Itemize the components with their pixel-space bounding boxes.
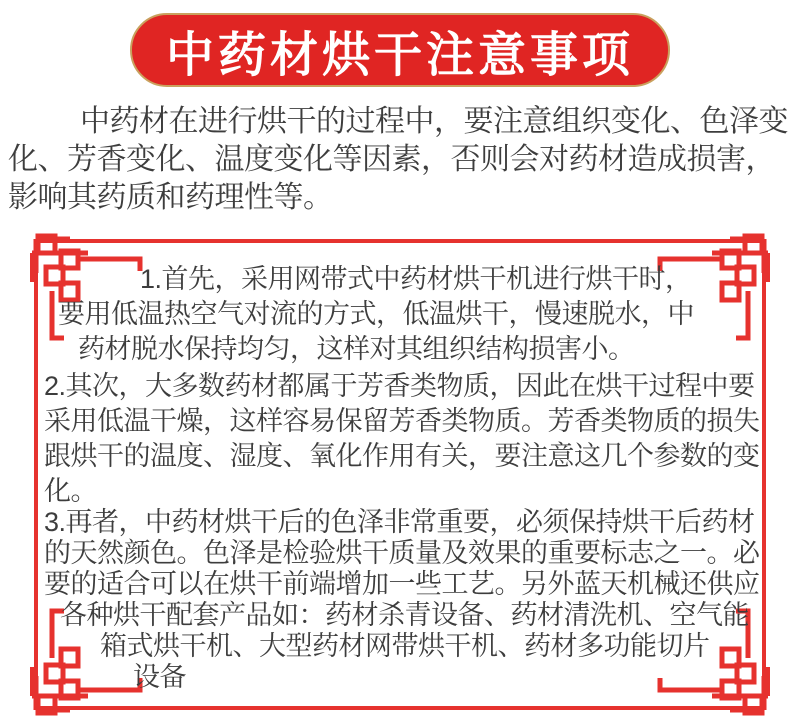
point-3-line: 要的适合可以在烘干前端增加一些工艺。另外蓝天机械还供应 xyxy=(44,569,760,599)
point-3-paragraph xyxy=(40,507,764,693)
point-3-line: 的天然颜色。色泽是检验烘干质量及效果的重要标志之一。必 xyxy=(44,538,760,568)
point-1-line: 药材脱水保持均匀，这样对其组织结构损害小。 xyxy=(78,334,635,364)
point-2-line: 化。 xyxy=(44,476,97,506)
point-3-line: 设备 xyxy=(133,662,186,692)
intro-line: 化、芳香变化、温度变化等因素，否则会对药材造成损害， xyxy=(8,143,775,176)
point-3-line: 3.再者，中药材烘干后的色泽非常重要，必须保持烘干后药材 xyxy=(44,507,755,537)
point-2-line: 采用低温干燥，这样容易保留芳香类物质。芳香类物质的损失 xyxy=(44,406,760,436)
point-1-paragraph xyxy=(40,262,764,367)
intro-line: 影响其药质和药理性等。 xyxy=(8,181,333,214)
intro-line: 中药材在进行烘干的过程中，要注意组织变化、色泽变 xyxy=(80,105,788,138)
point-1-line: 1.首先，采用网带式中药材烘干机进行烘干时， xyxy=(140,264,692,294)
title-banner xyxy=(130,13,670,87)
point-3-line: 各种烘干配套产品如：药材杀青设备、药材清洗机、空气能 xyxy=(60,600,749,630)
point-1-line: 要用低温热空气对流的方式，低温烘干，慢速脱水，中 xyxy=(58,299,694,329)
intro-paragraph xyxy=(8,103,798,217)
point-2-line: 跟烘干的温度、湿度、氧化作用有关，要注意这几个参数的变 xyxy=(44,441,760,471)
page-title: 中药材烘干注意事项 xyxy=(165,28,634,82)
point-2-paragraph xyxy=(40,369,764,509)
point-2-line: 2.其次，大多数药材都属于芳香类物质，因此在烘干过程中要 xyxy=(44,371,755,401)
point-3-line: 箱式烘干机、大型药材网带烘干机、药材多功能切片 xyxy=(100,631,710,661)
